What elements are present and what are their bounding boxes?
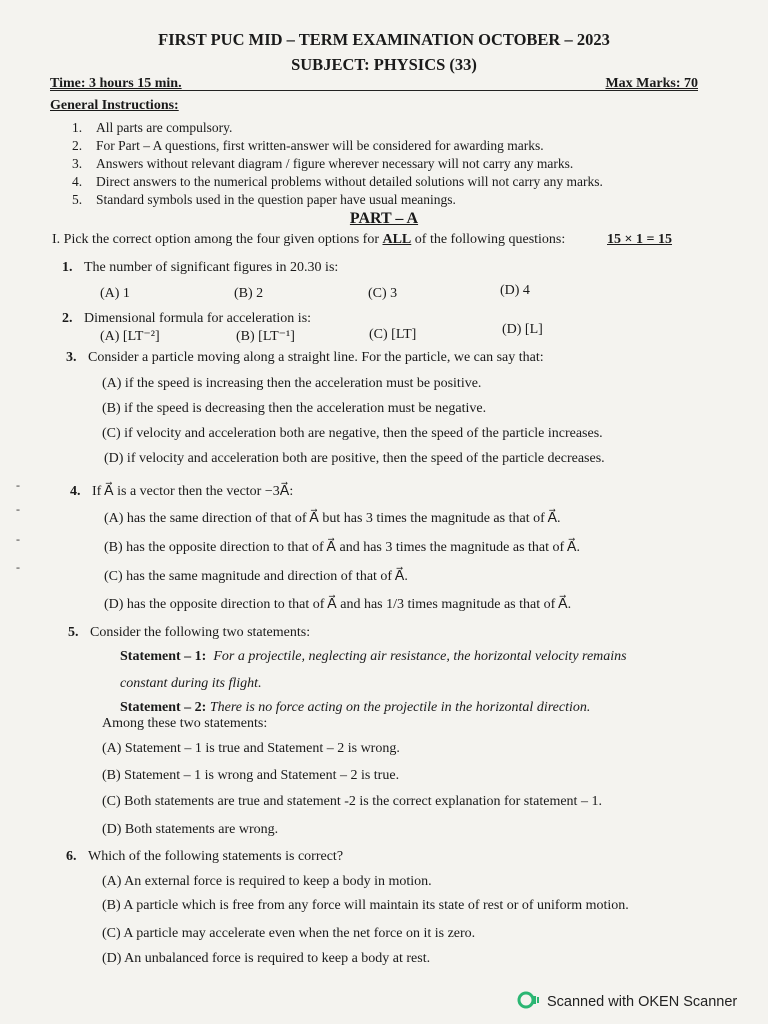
instructions-heading: General Instructions: (50, 98, 179, 113)
instruction-item: 3. Answers without relevant diagram / figure wherever necessary will not carry any marks. (72, 156, 574, 171)
q2-option-c: (C) [LT] (369, 327, 417, 342)
q6-option-b: (B) A particle which is free from any force will maintain its state of rest or of uniform motion. (102, 898, 629, 913)
instruction-item: 2. For Part – A questions, first written-answer will be considered for awarding marks. (72, 138, 544, 153)
q2-option-b: (B) [LT⁻¹] (236, 329, 295, 344)
question-1: 1. The number of significant figures in 20.30 is: (62, 260, 339, 275)
exam-meta-line (50, 74, 698, 91)
instruction-item: 1. All parts are compulsory. (72, 120, 233, 135)
q5-option-d: (D) Both statements are wrong. (102, 822, 279, 837)
scanner-watermark (517, 990, 737, 1014)
q4-option-b: (B) has the opposite direction to that of A⃗ and has 3 times the magnitude as that of A⃗. (104, 540, 581, 555)
margin-mark: - (16, 532, 20, 546)
q1-option-d: (D) 4 (500, 283, 530, 298)
q6-option-d: (D) An unbalanced force is required to keep a body at rest. (102, 951, 431, 966)
q4-option-d: (D) has the opposite direction to that of A⃗ and has 1/3 times magnitude as that of A⃗. (104, 597, 572, 612)
statement-1-continued: constant during its flight. (120, 676, 262, 691)
q5-option-c: (C) Both statements are true and statement -2 is the correct explanation for statement – 1. (102, 794, 602, 809)
margin-mark: - (16, 478, 20, 492)
scanner-text: Scanned with OKEN Scanner (547, 994, 738, 1010)
q5-option-a: (A) Statement – 1 is true and Statement – 2 is wrong. (102, 741, 400, 756)
question-6: 6. Which of the following statements is correct? (66, 849, 344, 864)
question-4: 4. If A⃗ is a vector then the vector −3A⃗: (70, 484, 294, 499)
exam-subject: SUBJECT: PHYSICS (33) (291, 55, 477, 74)
all-emphasis: ALL (382, 232, 412, 247)
part-a-heading: PART – A (349, 210, 419, 227)
margin-mark: - (16, 502, 20, 516)
exam-max-marks: Max Marks: 70 (605, 76, 698, 91)
q2-option-d: (D) [L] (502, 322, 543, 337)
exam-title: FIRST PUC MID – TERM EXAMINATION OCTOBER – 2023 (158, 30, 610, 49)
q1-option-b: (B) 2 (234, 286, 264, 301)
q3-option-d: (D) if velocity and acceleration both are positive, then the speed of the particle decreases. (104, 451, 605, 466)
among-statements: Among these two statements: (102, 716, 268, 731)
oken-scanner-logo-icon (517, 990, 541, 1014)
q3-option-a: (A) if the speed is increasing then the acceleration must be positive. (102, 376, 482, 391)
margin-mark: - (16, 560, 20, 574)
q6-option-a: (A) An external force is required to keep a body in motion. (102, 874, 432, 889)
section-marks: 15 × 1 = 15 (607, 232, 672, 247)
instruction-item: 4. Direct answers to the numerical problems without detailed solutions will not carry any marks. (72, 174, 603, 189)
q4-option-a: (A) has the same direction of that of A⃗ but has 3 times the magnitude as that of A⃗. (104, 511, 561, 526)
statement-2: Statement – 2: There is no force acting on the projectile in the horizontal direction. (120, 700, 591, 715)
q6-option-c: (C) A particle may accelerate even when the net force on it is zero. (102, 926, 476, 941)
question-5: 5. Consider the following two statements: (68, 625, 311, 640)
statement-1: Statement – 1: For a projectile, neglecting air resistance, the horizontal velocity remains (120, 649, 627, 664)
instructions-list (72, 119, 603, 209)
q4-option-c: (C) has the same magnitude and direction of that of A⃗. (104, 569, 408, 584)
q3-option-b: (B) if the speed is decreasing then the acceleration must be negative. (102, 401, 487, 416)
q3-option-c: (C) if velocity and acceleration both are negative, then the speed of the particle increases. (102, 426, 603, 441)
question-2: 2. Dimensional formula for acceleration is: (62, 311, 312, 326)
question-3: 3. Consider a particle moving along a straight line. For the particle, we can say that: (66, 350, 544, 365)
exam-time: Time: 3 hours 15 min. (50, 76, 182, 91)
instruction-item: 5. Standard symbols used in the question paper have usual meanings. (72, 192, 456, 207)
q1-option-a: (A) 1 (100, 286, 130, 301)
q1-option-c: (C) 3 (368, 286, 398, 301)
q2-option-a: (A) [LT⁻²] (100, 329, 160, 344)
section-instruction: I. Pick the correct option among the four given options for ALL of the following questions: 15 × 1 = 15 (52, 232, 672, 247)
q5-option-b: (B) Statement – 1 is wrong and Statement – 2 is true. (102, 768, 400, 783)
